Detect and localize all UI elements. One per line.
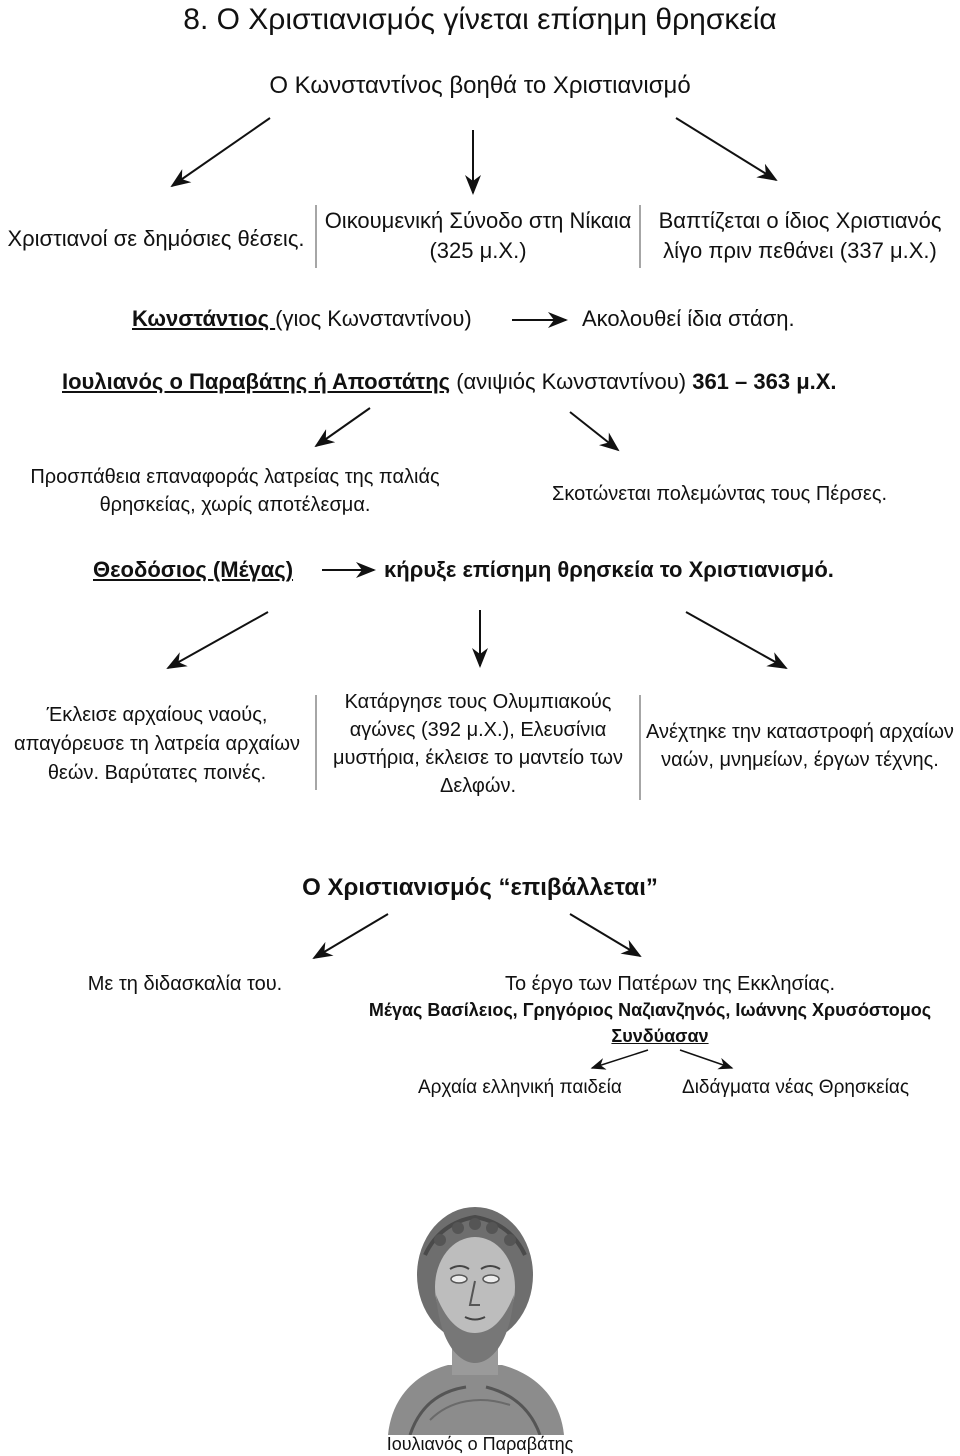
- arrow-left-2: [168, 612, 268, 668]
- arrow-imposition-right: [570, 914, 640, 956]
- arrow-left-1: [172, 118, 270, 186]
- arrow-right-1: [676, 118, 776, 180]
- julian-right-text: Σκοτώνεται πολεμώντας τους Πέρσες.: [552, 483, 888, 505]
- new-faith-text: Διδάγματα νέας Θρησκείας: [682, 1077, 910, 1098]
- imposition-heading-b: “επιβάλλεται”: [498, 874, 658, 901]
- constantius-result: Ακολουθεί ίδια στάση.: [582, 306, 795, 331]
- imposition-heading: [0, 874, 960, 903]
- theodosius-left-line1: Έκλεισε αρχαίους ναούς,: [46, 704, 268, 726]
- arrow-julian-left: [316, 408, 370, 446]
- imposition-heading-a: Ο Χριστιανισμός: [302, 874, 499, 901]
- julian-row: [62, 369, 837, 395]
- julian-left-line2: θρησκείας, χωρίς αποτέλεσμα.: [99, 494, 371, 516]
- right-result-line2: λίγο πριν πεθάνει (337 μ.Χ.): [663, 238, 937, 263]
- teaching-text: Με τη διδασκαλία του.: [87, 973, 283, 995]
- image-caption: Ιουλιανός ο Παραβάτης: [386, 1434, 574, 1454]
- page-title: 8. Ο Χριστιανισμός γίνεται επίσημη θρησκεία: [183, 3, 777, 36]
- constantius-name: Κωνστάντιος: [132, 306, 276, 331]
- arrow-synthesis-left: [592, 1050, 648, 1068]
- arrow-julian-right: [570, 412, 618, 450]
- theodosius-middle-line4: Δελφών.: [439, 775, 517, 797]
- theodosius-name: Θεοδόσιος (Μέγας): [93, 557, 294, 582]
- theodosius-result: κήρυξε επίσημη θρησκεία το Χριστιανισμό.: [384, 557, 834, 582]
- julian-dates: 361 – 363 μ.Χ.: [692, 369, 837, 394]
- left-result-text: Χριστιανοί σε δημόσιες θέσεις.: [7, 226, 305, 251]
- theodosius-right-line1: Ανέχτηκε την καταστροφή αρχαίων: [646, 721, 954, 743]
- julian-name: Ιουλιανός ο Παραβάτης ή Αποστάτης: [62, 369, 451, 394]
- ancient-education-text: Αρχαία ελληνική παιδεία: [418, 1077, 622, 1098]
- theodosius-left-line3: θεών. Βαρύτατες ποινές.: [47, 762, 267, 784]
- constantine-heading: Ο Κωνσταντίνος βοηθά το Χριστιανισμό: [269, 72, 691, 99]
- arrow-synthesis-right: [680, 1050, 732, 1068]
- julian-bust-image: [370, 1195, 580, 1435]
- theodosius-middle-line1: Κατάργησε τους Ολυμπιακούς: [344, 691, 612, 713]
- theodosius-left-line2: απαγόρευσε τη λατρεία αρχαίων: [14, 733, 300, 755]
- arrow-imposition-left: [314, 914, 388, 958]
- theodosius-middle-line3: μυστήρια, έκλεισε το μαντείο των: [333, 747, 623, 769]
- combined-label: Συνδύασαν: [611, 1026, 709, 1046]
- theodosius-right-line2: ναών, μνημείων, έργων τέχνης.: [661, 749, 939, 771]
- church-fathers-names: Μέγας Βασίλειος, Γρηγόριος Ναζιανζηνός, Ιωάννης Χρυσόστομος: [368, 1000, 932, 1020]
- right-result-line1: Βαπτίζεται ο ίδιος Χριστιανός: [658, 208, 942, 233]
- constantius-row: [132, 306, 472, 332]
- middle-result-line1: Οικουμενική Σύνοδο στη Νίκαια: [324, 208, 632, 233]
- julian-note: (ανιψιός Κωνσταντίνου): [450, 369, 693, 394]
- arrow-right-2: [686, 612, 786, 668]
- fathers-work-text: Το έργο των Πατέρων της Εκκλησίας.: [504, 973, 836, 995]
- theodosius-middle-line2: αγώνες (392 μ.Χ.), Ελευσίνια: [349, 719, 607, 741]
- julian-left-line1: Προσπάθεια επαναφοράς λατρείας της παλιάς: [30, 466, 440, 488]
- constantius-note: (γιος Κωνσταντίνου): [275, 306, 472, 331]
- middle-result-line2: (325 μ.Χ.): [429, 238, 527, 263]
